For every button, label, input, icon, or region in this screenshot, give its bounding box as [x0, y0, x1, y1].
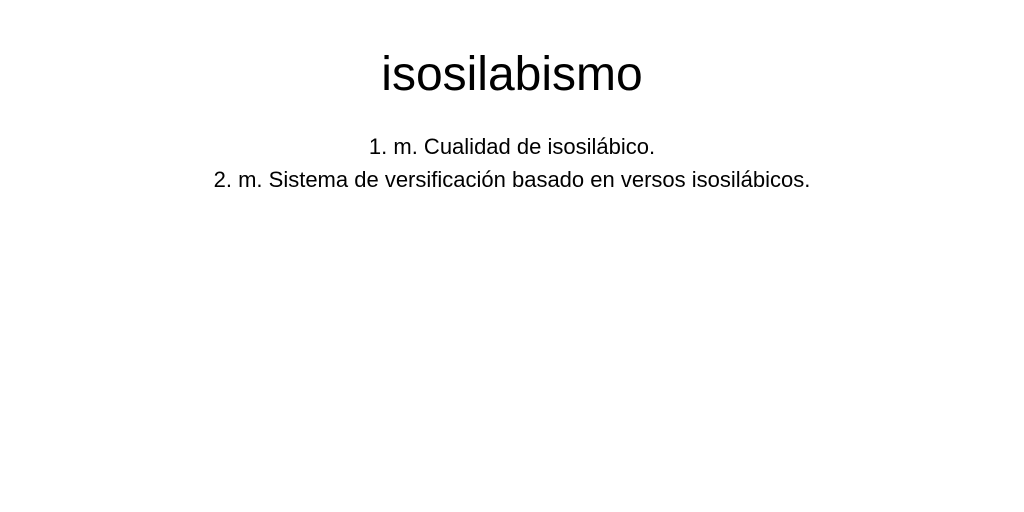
sense-list — [0, 130, 1024, 196]
sense-1: 1. m. Cualidad de isosilábico. — [368, 134, 656, 159]
sense-2: 2. m. Sistema de versificación basado en versos isosilábicos. — [213, 167, 811, 192]
entry-headword: isosilabismo — [381, 48, 643, 101]
